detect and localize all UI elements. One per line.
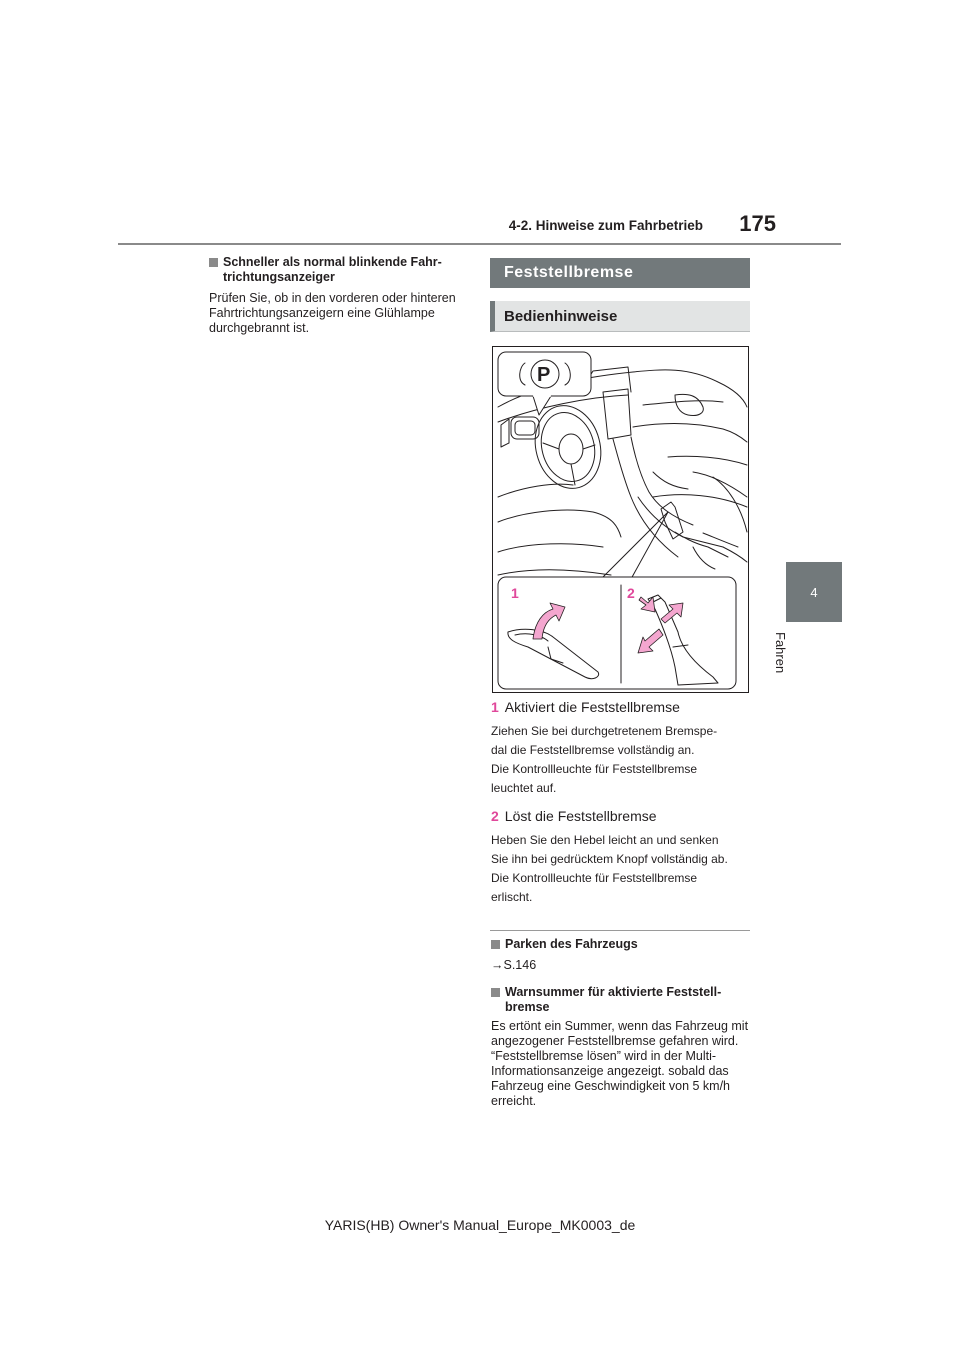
subsection-title: Bedienhinweise [504,307,618,325]
parking-brake-p-icon: P [537,364,551,386]
bullet-square-icon [209,258,218,267]
note-reference-link[interactable]: →S.146 [491,958,537,972]
bullet-square-icon [491,940,500,949]
page-number: 175 [739,211,776,236]
left-column [209,255,469,336]
section-title: Feststellbremse [504,264,634,281]
chapter-number: 4 [810,584,818,600]
chapter-label: Fahren [773,632,788,674]
note-heading-warning-buzzer: Warnsummer für aktivierte Feststell-bremse [491,985,753,1015]
notes-divider [490,930,750,931]
chapter-tab[interactable] [786,562,842,622]
step-1-description: Ziehen Sie bei durchgetretenem Bremspe- dal die Feststellbremse vollständig an. Die Kontrollleuchte für Feststellbremse leuchtet auf. [491,724,718,795]
step-2 [491,808,761,824]
step-1 [491,699,761,715]
step-2-title: Löst die Feststellbremse [504,808,657,824]
illustration-label-1: 1 [511,585,519,601]
note-heading-parking: Parken des Fahrzeugs [491,937,753,952]
parking-brake-illustration [492,346,749,693]
step-1-number: 1 [491,699,499,715]
step-1-title: Aktiviert die Feststellbremse [504,699,680,715]
dashboard-drawing [493,347,748,692]
section-title-bar [490,258,750,288]
note-heading: Schneller als normal blinkende Fahr-trichtungsanzeiger [209,255,469,285]
header-divider [118,243,841,245]
note-body-warning-buzzer: Es ertönt ein Summer, wenn das Fahrzeug mit angezogener Feststellbremse gefahren wird. “Feststellbremse lösen” wird in der Multi-Informationsanzeige angezeigt. sobald das Fahrzeug eine Geschwindigkeit von 5 km/h erreicht. [491,1019,749,1108]
footer-manual-id: YARIS(HB) Owner's Manual_Europe_MK0003_de [324,1217,636,1233]
step-2-description: Heben Sie den Hebel leicht an und senken Sie ihn bei gedrücktem Knopf vollständig ab. Die Kontrollleuchte für Feststellbremse erlischt. [491,833,728,904]
subsection-bar [490,301,750,332]
note-body: Prüfen Sie, ob in den vorderen oder hinteren Fahrtrichtungsanzeigern eine Glühlampe durchgebrannt ist. [209,291,456,335]
header-section-title: 4-2. Hinweise zum Fahrbetrieb [508,218,703,233]
illustration-label-2: 2 [627,585,635,601]
notes-section [491,937,753,1109]
bullet-square-icon [491,988,500,997]
step-2-number: 2 [491,808,499,824]
